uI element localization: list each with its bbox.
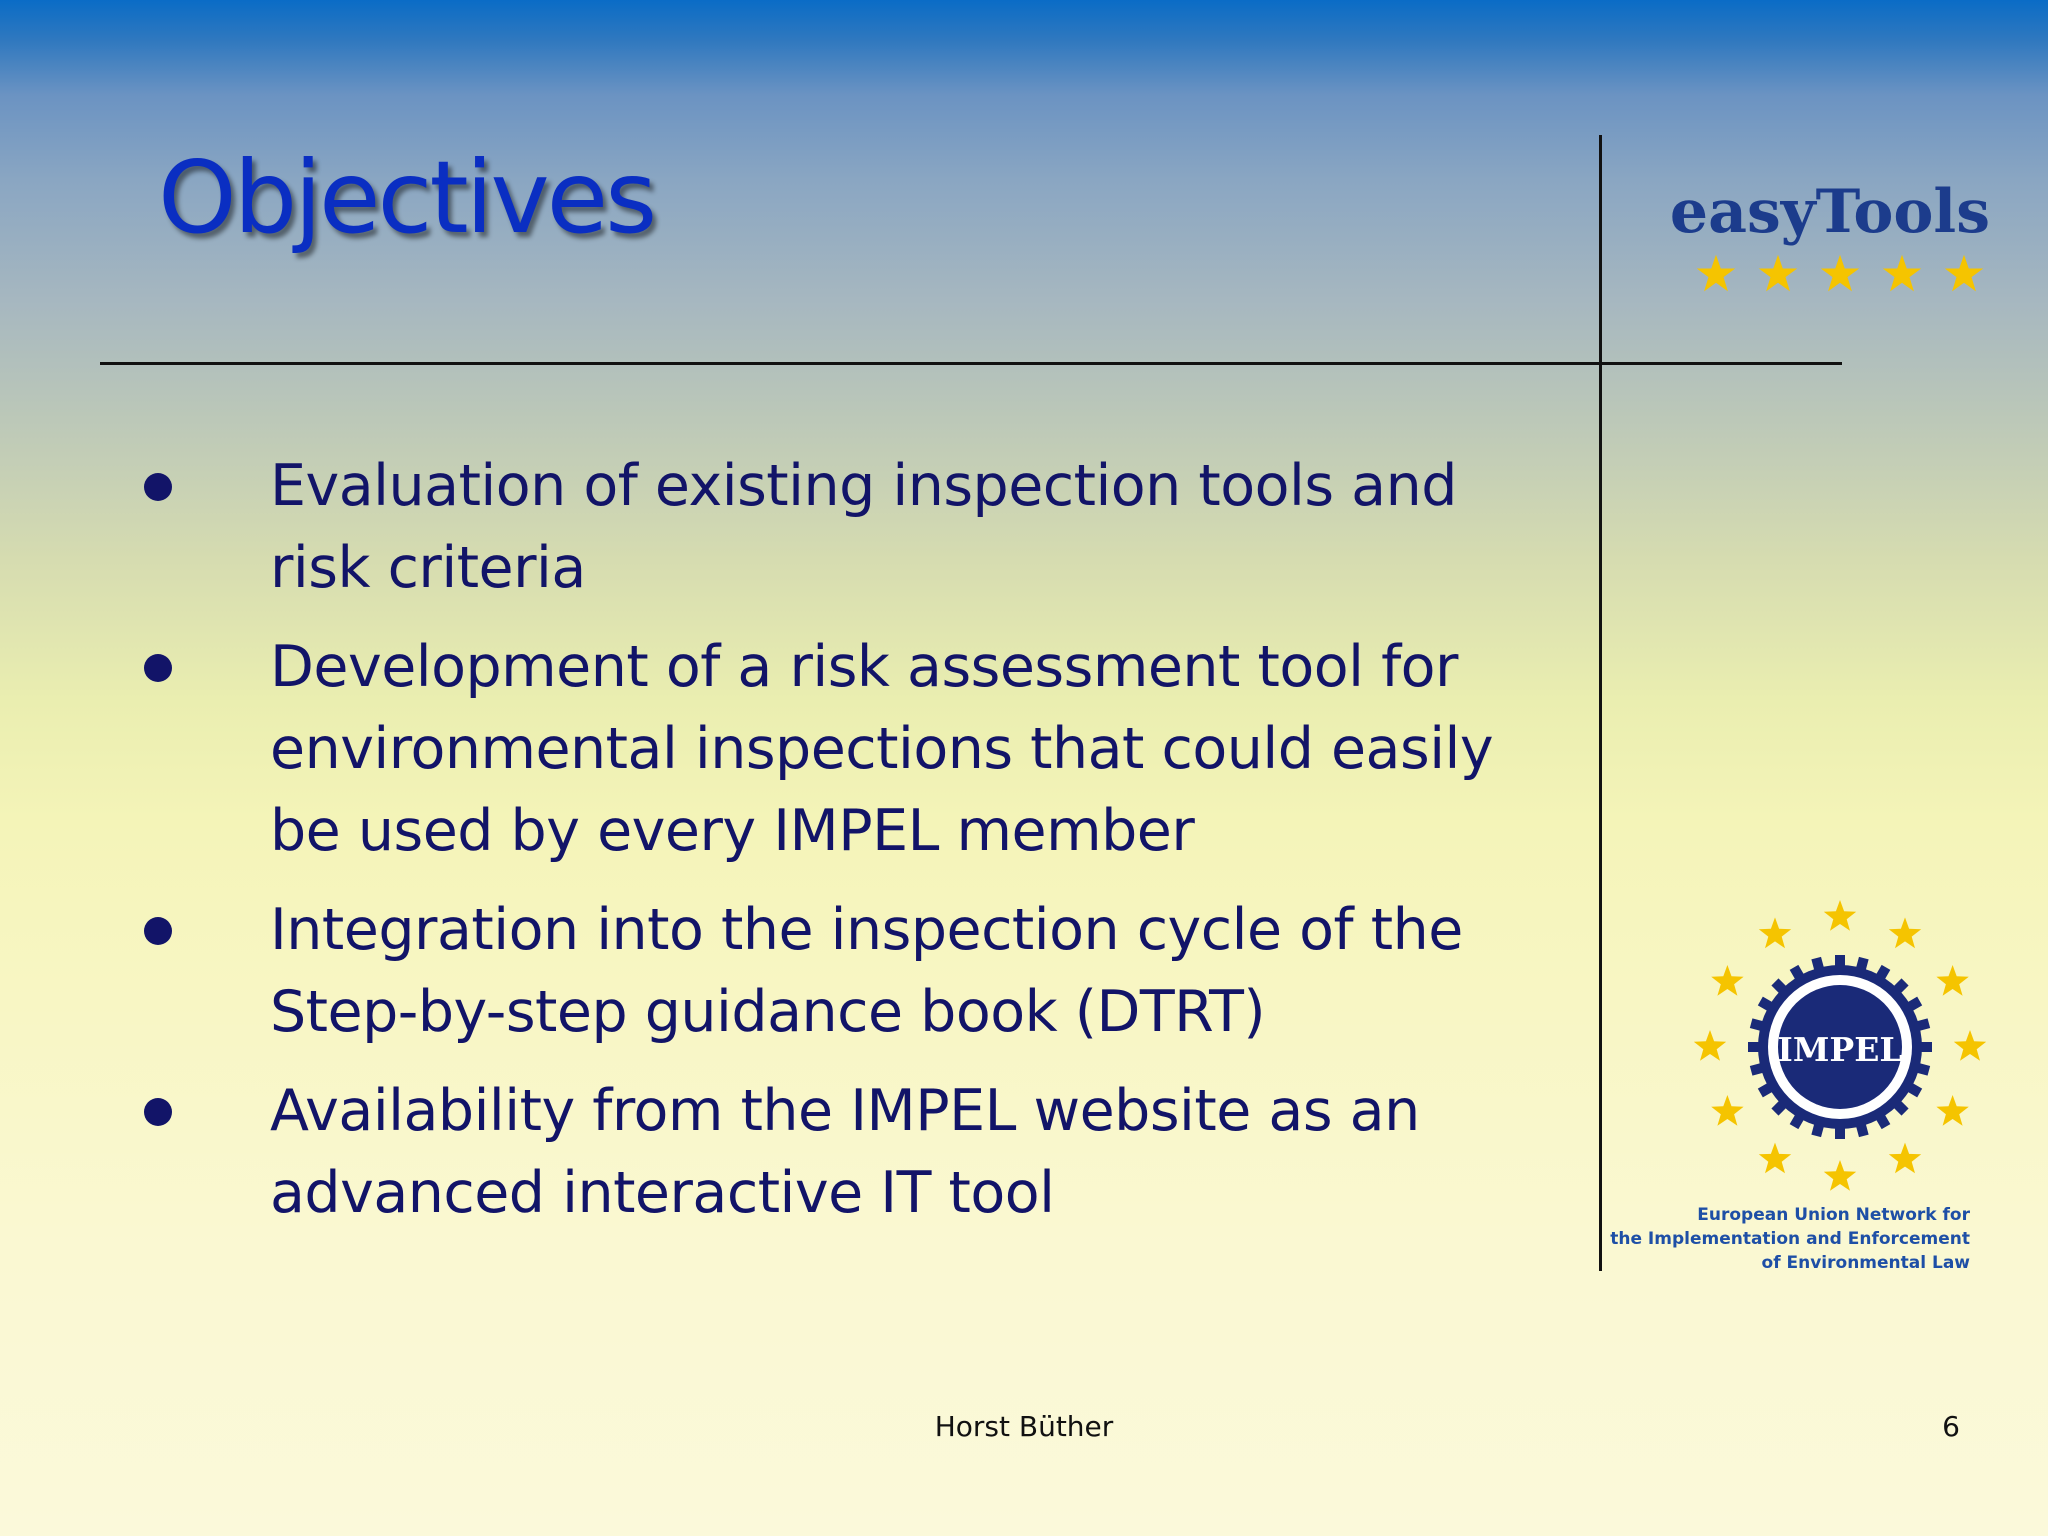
bullet-line: Availability from the IMPEL website as an (270, 1078, 1420, 1144)
page-number: 6 (1942, 1410, 1960, 1443)
impel-star-icon (1759, 1143, 1791, 1174)
impel-star-icon (1824, 1160, 1856, 1191)
bullet-line: Evaluation of existing inspection tools and (270, 453, 1457, 519)
bullet-item (140, 626, 1540, 872)
bullet-line: Step-by-step guidance book (DTRT) (270, 979, 1266, 1045)
objectives-list (140, 445, 1540, 1251)
impel-star-icon (1936, 965, 1968, 996)
bullet-item (140, 1070, 1540, 1234)
bullet-dot-icon (144, 473, 172, 501)
bullet-dot-icon (144, 1098, 172, 1126)
horizontal-divider (100, 362, 1842, 365)
impel-caption-line: European Union Network for (1697, 1205, 1970, 1225)
impel-caption (1560, 1203, 1970, 1275)
bullet-line: Integration into the inspection cycle of the (270, 897, 1463, 963)
impel-star-icon (1889, 1143, 1921, 1174)
vertical-divider (1599, 135, 1602, 1271)
star-icon (1942, 252, 1986, 296)
impel-star-icon (1824, 900, 1856, 931)
bullet-dot-icon (144, 917, 172, 945)
bullet-line: environmental inspections that could easily (270, 716, 1494, 782)
bullet-line: advanced interactive IT tool (270, 1160, 1055, 1226)
impel-logo (1690, 895, 1990, 1195)
bullet-item (140, 889, 1540, 1053)
impel-star-icon (1889, 917, 1921, 948)
star-icon (1756, 252, 1800, 296)
bullet-item (140, 445, 1540, 609)
easytools-stars (1660, 252, 1990, 296)
impel-star-icon (1711, 965, 1743, 996)
impel-star-icon (1759, 917, 1791, 948)
slide-title: Objectives (158, 139, 655, 256)
impel-caption-line: the Implementation and Enforcement (1610, 1229, 1970, 1249)
bullet-line: risk criteria (270, 535, 586, 601)
impel-caption-line: of Environmental Law (1761, 1253, 1970, 1273)
star-icon (1694, 252, 1738, 296)
impel-star-icon (1936, 1095, 1968, 1126)
easytools-logo-text: easyTools (1669, 177, 1990, 247)
footer-author: Horst Büther (934, 1410, 1114, 1443)
bullet-line: be used by every IMPEL member (270, 798, 1195, 864)
bullet-line: Development of a risk assessment tool for (270, 634, 1458, 700)
easytools-logo (1660, 177, 1990, 296)
impel-star-icon (1954, 1030, 1986, 1061)
impel-logo-text: IMPEL (1777, 1030, 1903, 1069)
star-icon (1880, 252, 1924, 296)
bullet-dot-icon (144, 654, 172, 682)
impel-star-icon (1694, 1030, 1726, 1061)
impel-star-icon (1711, 1095, 1743, 1126)
star-icon (1818, 252, 1862, 296)
